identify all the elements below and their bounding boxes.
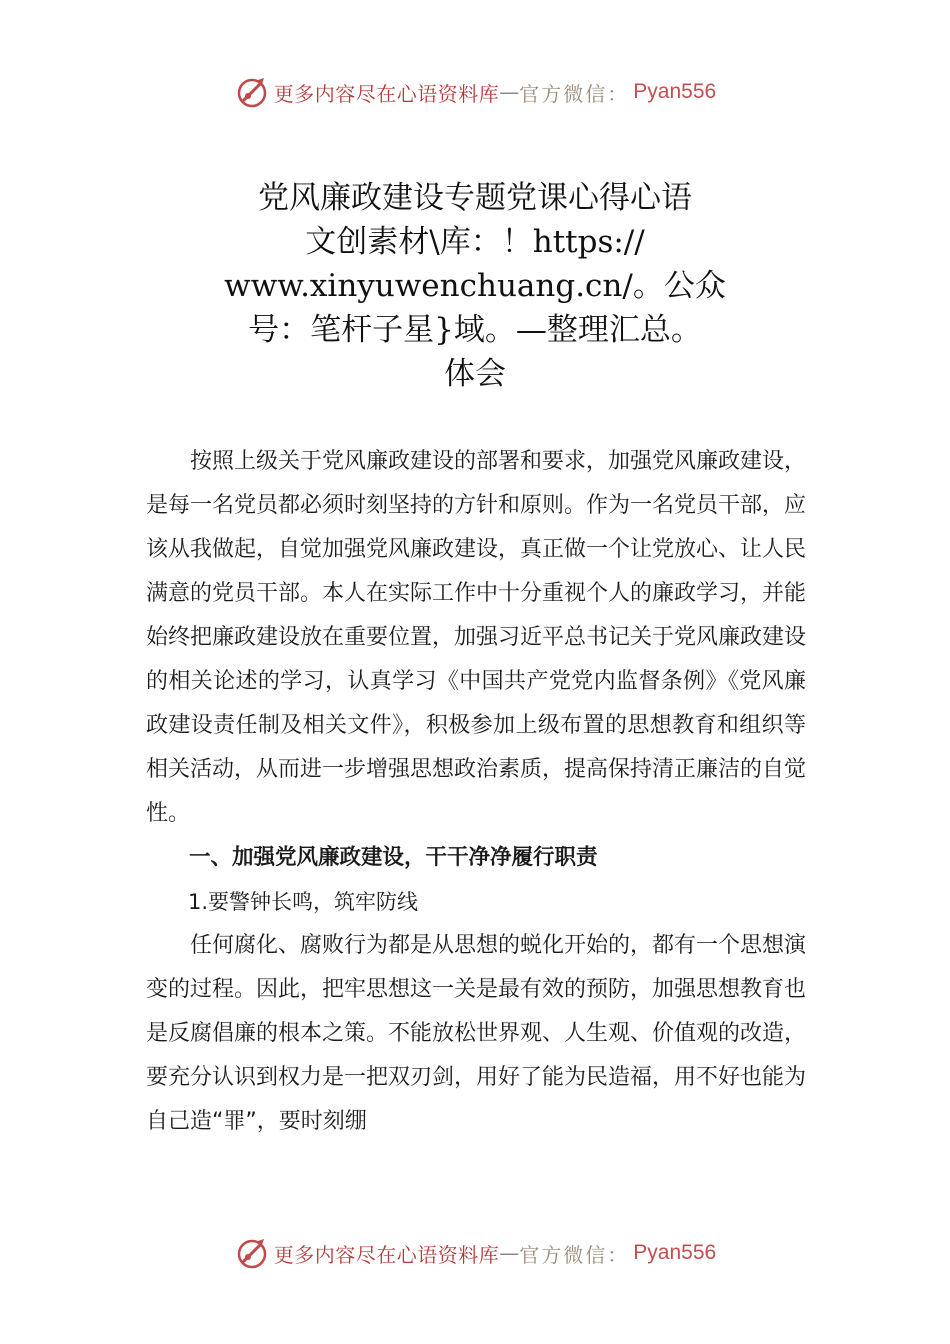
banner-wechat-id: Pyan556 xyxy=(633,80,717,103)
brand-logo-icon xyxy=(234,1235,270,1271)
title-line-5: 体会 xyxy=(444,356,506,392)
banner-wechat-label: 官方微信： xyxy=(519,81,630,106)
banner-text: 更多内容尽在心语资料库 xyxy=(273,81,500,106)
header-banner xyxy=(0,70,950,114)
footer-banner xyxy=(0,1231,950,1275)
banner-separator: — xyxy=(499,1241,520,1265)
title-line-2: 文创素材\库：！https:// xyxy=(305,224,645,260)
banner-wechat-id: Pyan556 xyxy=(633,1241,717,1264)
title-line-1: 党风廉政建设专题党课心得心语 xyxy=(258,180,692,216)
brand-logo-icon xyxy=(234,74,270,110)
section-heading-1: 一、加强党风廉政建设，干干净净履行职责 xyxy=(189,845,598,870)
document-body xyxy=(146,440,806,1144)
document-title xyxy=(150,176,800,396)
paragraph-intro: 按照上级关于党风廉政建设的部署和要求，加强党风廉政建设，是每一名党员都必须时刻坚持的方针和原则。作为一名党员干部，应该从我做起，自觉加强党风廉政建设，真正做一个让党放心、让人民满意的党员干部。本人在实际工作中十分重视个人的廉政学习，并能始终把廉政建设放在重要位置，加强习近平总书记关于党风廉政建设的相关论述的学习，认真学习《中国共产党党内监督条例》《党风廉政建设责任制及相关文件》，积极参加上级布置的思想教育和组织等相关活动，从而进一步增强思想政治素质，提高保持清正廉洁的自觉性。 xyxy=(146,449,807,826)
paragraph-subsection-1: 任何腐化、腐败行为都是从思想的蜕化开始的，都有一个思想演变的过程。因此，把牢思想这一关是最有效的预防，加强思想教育也是反腐倡廉的根本之策。不能放松世界观、人生观、价值观的改造，要充分认识到权力是一把双刃剑，用好了能为民造福，用不好也能为自己造“罪”，要时刻绷 xyxy=(146,933,807,1134)
banner-wechat-label: 官方微信： xyxy=(519,1242,630,1267)
subsection-heading-1: 1.要警钟长鸣，筑牢防线 xyxy=(188,890,419,914)
title-line-3: www.xinyuwenchuang.cn/。公众 xyxy=(224,268,726,304)
title-line-4: 号：笔杆子星}域。—整理汇总。 xyxy=(248,312,702,348)
banner-separator: — xyxy=(499,80,520,104)
banner-text: 更多内容尽在心语资料库 xyxy=(273,1242,500,1267)
